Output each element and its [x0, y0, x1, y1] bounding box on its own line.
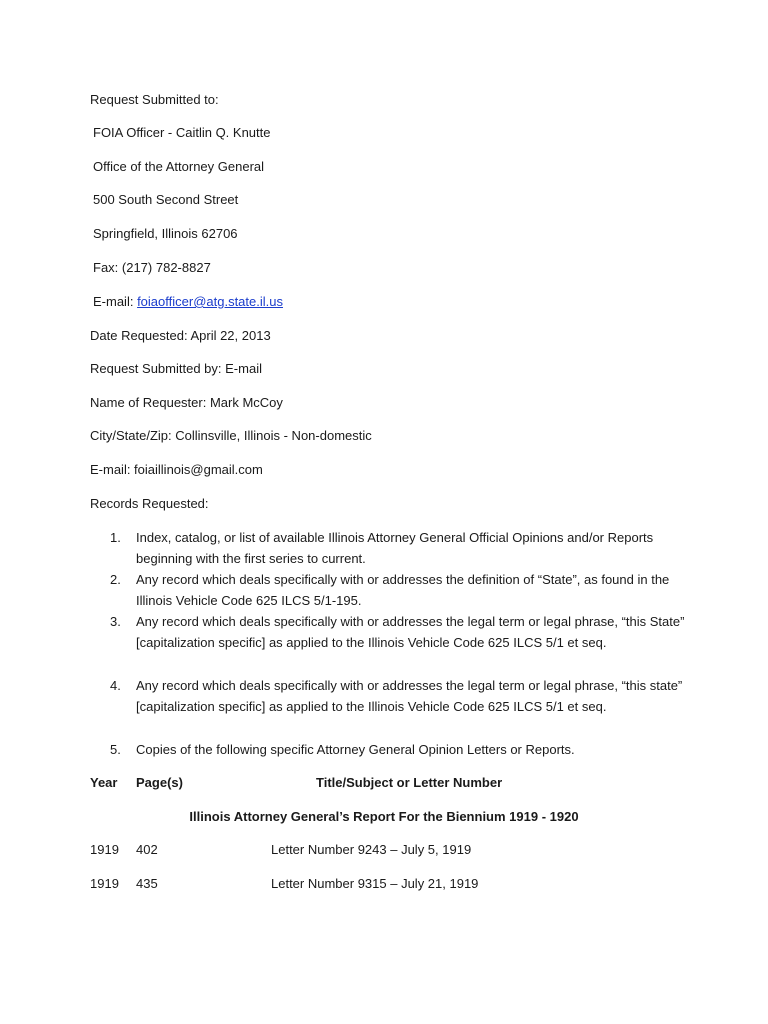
recipient-street: 500 South Second Street — [93, 192, 239, 207]
recipient-city: Springfield, Illinois 62706 — [93, 226, 238, 241]
recipient-office: Office of the Attorney General — [93, 159, 265, 174]
table-row — [0, 842, 768, 858]
recipient-fax: Fax: (217) 782-8827 — [93, 260, 211, 275]
list-item-text: Index, catalog, or list of available Illinois Attorney General Official Opinions and/or Reports beginning with the first series to current. — [136, 530, 654, 566]
row-title: Letter Number 9315 – July 21, 1919 — [271, 876, 479, 891]
section-title: Illinois Attorney General’s Report For the Biennium 1919 - 1920 — [189, 809, 579, 824]
recipient-heading: Request Submitted to: — [90, 92, 219, 107]
row-year: 1919 — [90, 842, 119, 857]
recipient-email-label: E-mail: — [93, 294, 138, 309]
row-page: 435 — [136, 876, 158, 891]
submitted-by: Request Submitted by: E-mail — [90, 361, 262, 376]
list-item-number: 1. — [110, 530, 121, 545]
recipient-email-link[interactable]: foiaofficer@atg.state.il.us — [137, 294, 283, 309]
date-requested: Date Requested: April 22, 2013 — [90, 328, 271, 343]
recipient-email-line — [93, 294, 283, 310]
header-year: Year — [90, 775, 118, 790]
list-item-text: Any record which deals specifically with or addresses the legal term or legal phrase, “this State” [capitalization specific] as applied to the Illinois Vehicle Code 625 ILCS 5/1 et seq. — [136, 614, 685, 650]
row-page: 402 — [136, 842, 158, 857]
row-title: Letter Number 9243 – July 5, 1919 — [271, 842, 472, 857]
header-title: Title/Subject or Letter Number — [316, 775, 503, 790]
list-item-number: 3. — [110, 614, 121, 629]
list-item — [110, 527, 690, 569]
list-item — [110, 739, 690, 760]
list-item — [110, 611, 690, 653]
list-item-number: 4. — [110, 678, 121, 693]
header-pages: Page(s) — [136, 775, 183, 790]
row-year: 1919 — [90, 876, 119, 891]
list-item — [110, 675, 690, 717]
list-item-text: Copies of the following specific Attorney General Opinion Letters or Reports. — [136, 742, 575, 757]
requester-name: Name of Requester: Mark McCoy — [90, 395, 283, 410]
table-header — [0, 775, 768, 791]
records-heading: Records Requested: — [90, 496, 209, 511]
list-item-text: Any record which deals specifically with or addresses the legal term or legal phrase, “this state” [capitalization specific] as applied to the Illinois Vehicle Code 625 ILCS 5/1 et seq. — [136, 678, 683, 714]
requester-email: E-mail: foiaillinois@gmail.com — [90, 462, 263, 477]
table-row — [0, 876, 768, 892]
list-item-text: Any record which deals specifically with or addresses the definition of “State”, as found in the Illinois Vehicle Code 625 ILCS 5/1-195. — [136, 572, 670, 608]
list-item-number: 5. — [110, 742, 121, 757]
list-item-number: 2. — [110, 572, 121, 587]
requester-city: City/State/Zip: Collinsville, Illinois - Non-domestic — [90, 428, 372, 443]
recipient-officer: FOIA Officer - Caitlin Q. Knutte — [93, 125, 271, 140]
list-item — [110, 569, 690, 611]
